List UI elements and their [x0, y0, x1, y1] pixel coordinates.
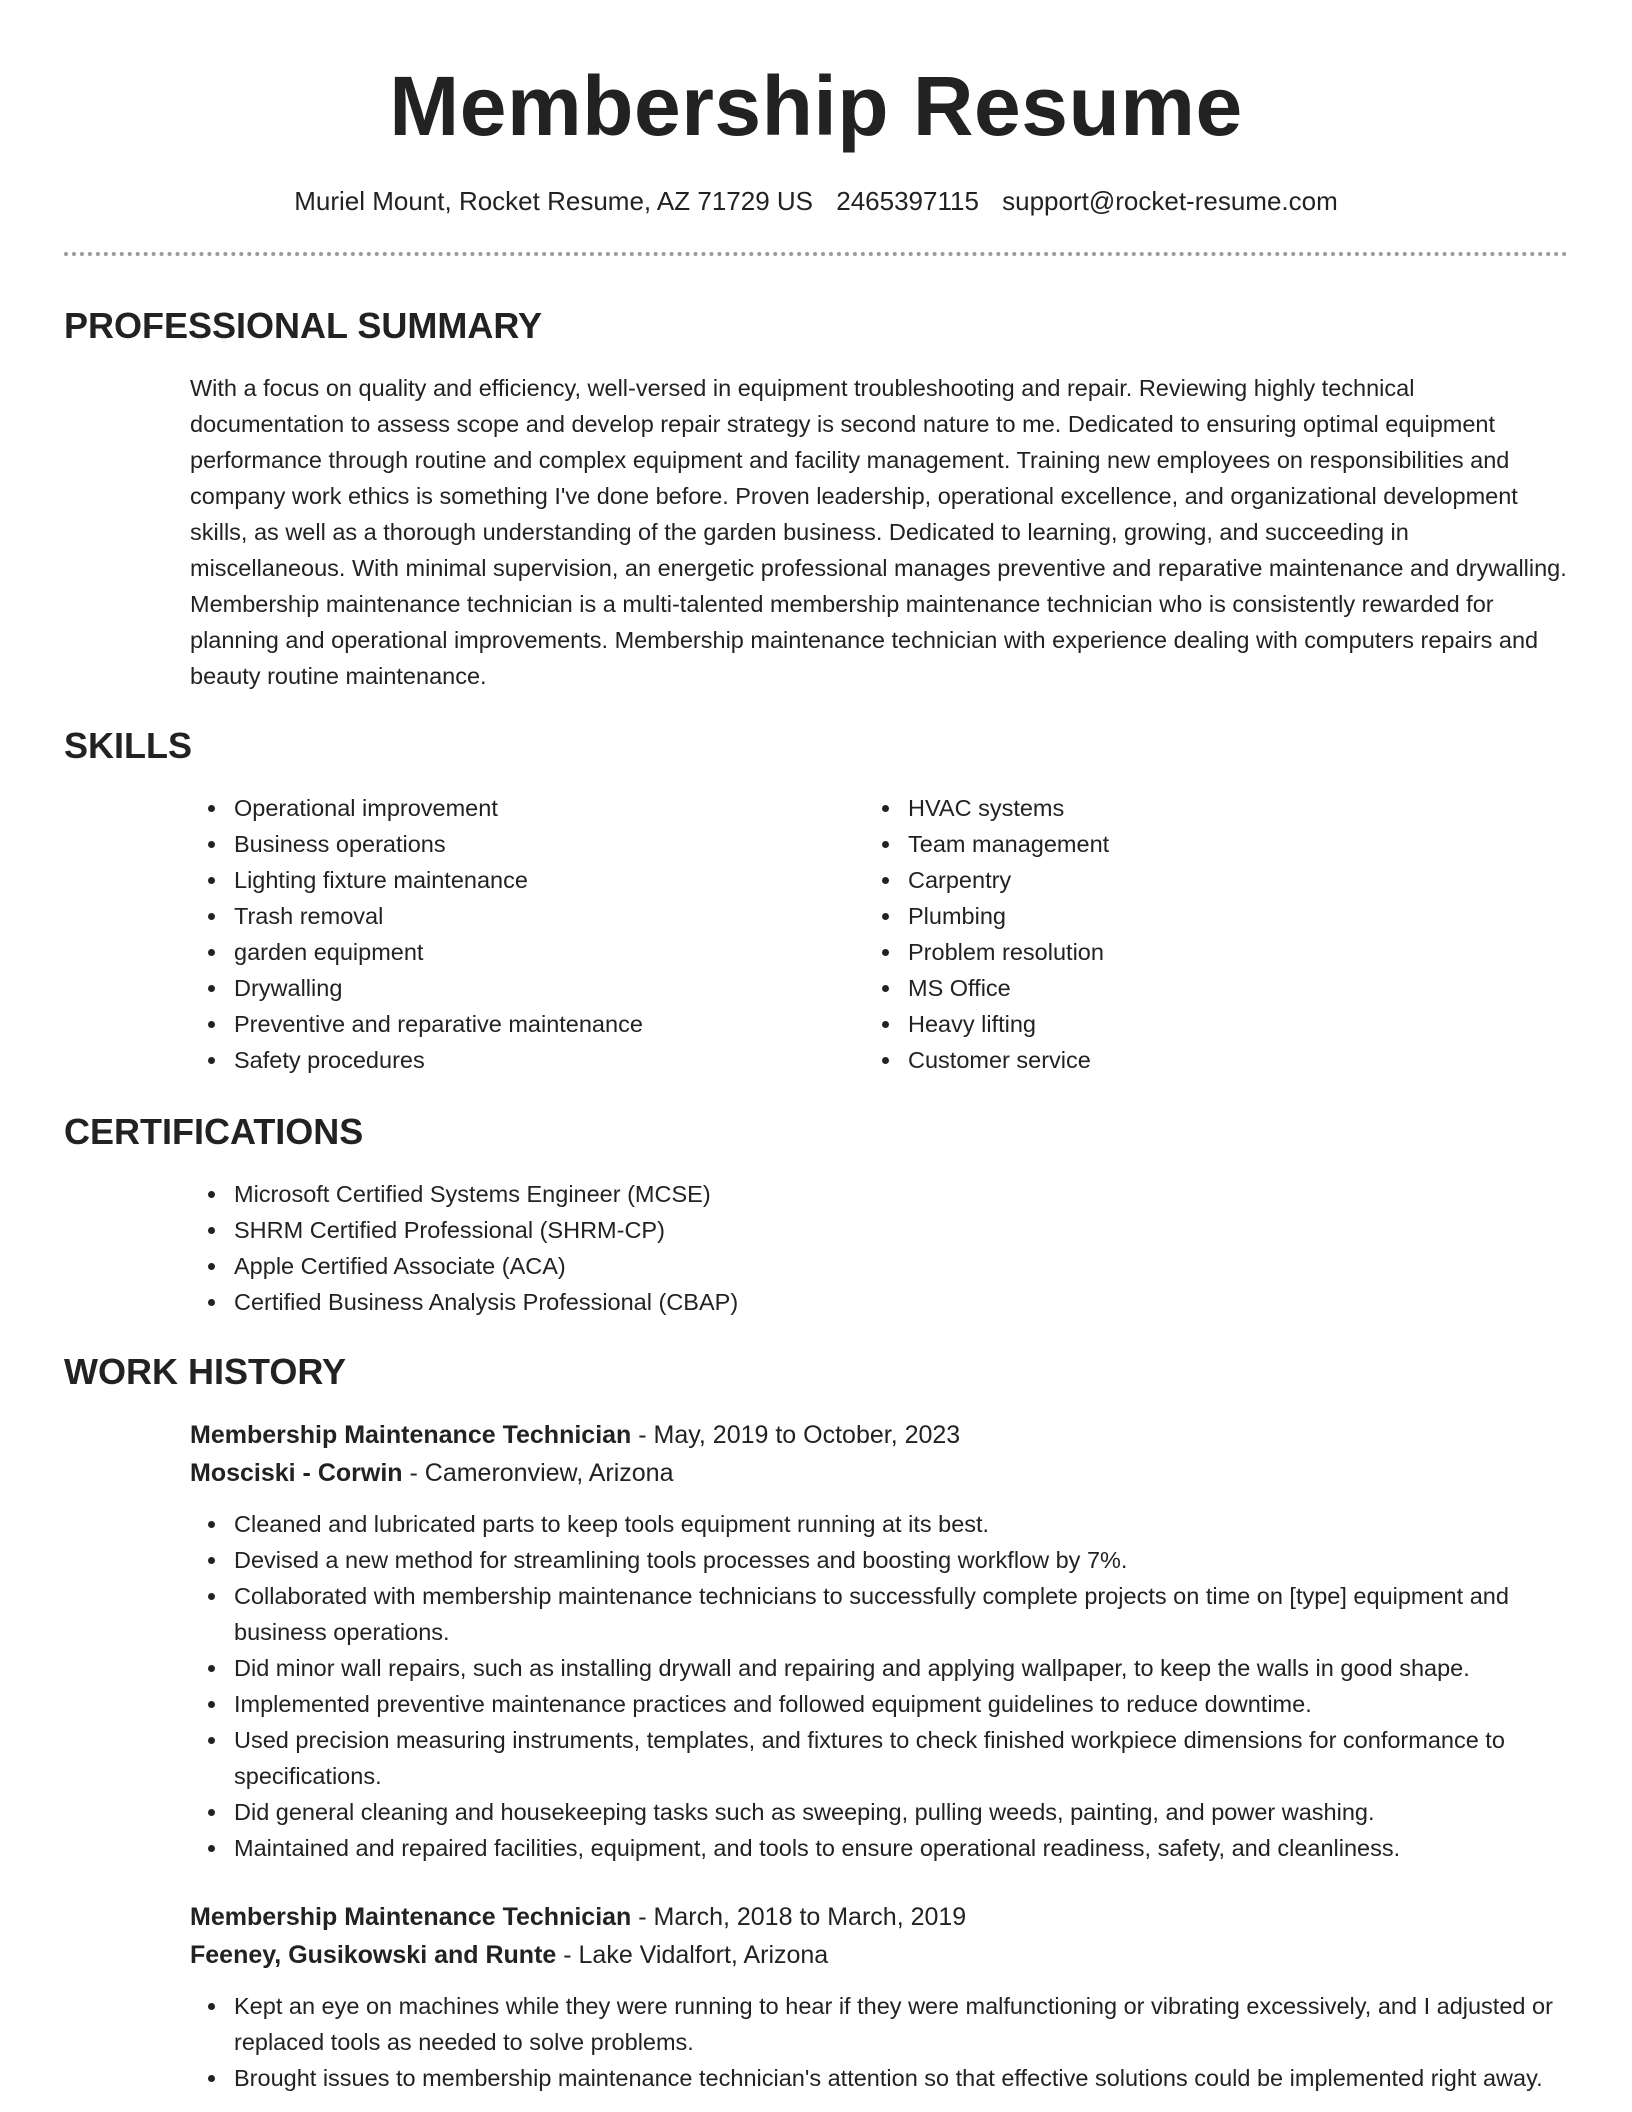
contact-email: support@rocket-resume.com — [1002, 186, 1338, 216]
summary-text: With a focus on quality and efficiency, well-versed in equipment troubleshooting and repair. Reviewing highly technical documentation to assess scope and develop repair strategy is second nature to me. Dedicated to ensuring optimal equipment performance through routine and complex equipment and facility management. Training new employees on responsibilities and company work ethics is something I've done before. Proven leadership, operational excellence, and organizational development skills, as well as a thorough understanding of the garden business. Dedicated to learning, growing, and succeeding in miscellaneous. With minimal supervision, an energetic professional manages preventive and reparative maintenance and drywalling. Membership maintenance technician is a multi-talented membership maintenance technician who is consistently rewarded for planning and operational improvements. Membership maintenance technician with experience dealing with computers repairs and beauty routine maintenance. — [190, 375, 1567, 689]
certifications-list — [64, 1176, 1568, 1320]
job-dates: - March, 2018 to March, 2019 — [631, 1903, 967, 1931]
job-bullets — [64, 1988, 1568, 2096]
skill-item: Preventive and reparative maintenance — [234, 1006, 808, 1042]
page-title: Membership Resume — [389, 59, 1243, 153]
certifications-heading: CERTIFICATIONS — [64, 1111, 364, 1152]
job-bullet: Cleaned and lubricated parts to keep tools equipment running at its best. — [234, 1506, 1568, 1542]
skills-grid — [64, 790, 1568, 1078]
skill-item: Heavy lifting — [908, 1006, 1418, 1042]
job-company: Mosciski - Corwin — [190, 1459, 403, 1487]
job-bullet: Implemented preventive maintenance practices and followed equipment guidelines to reduce downtime. — [234, 1686, 1568, 1722]
skill-item: HVAC systems — [908, 790, 1418, 826]
certification-item: SHRM Certified Professional (SHRM-CP) — [234, 1212, 1568, 1248]
job-bullet: Did general cleaning and housekeeping tasks such as sweeping, pulling weeds, painting, and power washing. — [234, 1794, 1568, 1830]
skill-item: Business operations — [234, 826, 808, 862]
certification-item: Certified Business Analysis Professional (CBAP) — [234, 1284, 1568, 1320]
skill-item: Plumbing — [908, 898, 1418, 934]
skill-item: Safety procedures — [234, 1042, 808, 1078]
skill-item: Team management — [908, 826, 1418, 862]
job-bullet: Used precision measuring instruments, templates, and fixtures to check finished workpiece dimensions for conformance to specifications. — [234, 1722, 1568, 1794]
job-title-line — [190, 1898, 1568, 1936]
skills-column-left — [64, 790, 808, 1078]
job-bullet: Kept an eye on machines while they were running to hear if they were malfunctioning or vibrating excessively, and I adjusted or replaced tools as needed to solve problems. — [234, 1988, 1568, 2060]
job-bullet: Devised a new method for streamlining tools processes and boosting workflow by 7%. — [234, 1542, 1568, 1578]
job-company-line — [190, 1454, 1568, 1492]
summary-heading: PROFESSIONAL SUMMARY — [64, 305, 543, 346]
certification-item: Microsoft Certified Systems Engineer (MCSE) — [234, 1176, 1568, 1212]
job-bullet: Brought issues to membership maintenance technician's attention so that effective solutions could be implemented right away. — [234, 2060, 1568, 2096]
job-dates: - May, 2019 to October, 2023 — [631, 1421, 961, 1449]
work-history-heading: WORK HISTORY — [64, 1351, 347, 1392]
skill-item: Lighting fixture maintenance — [234, 862, 808, 898]
contact-info — [64, 184, 1568, 218]
job-location: - Cameronview, Arizona — [402, 1459, 674, 1487]
job-entry — [190, 1416, 1568, 1866]
contact-address: Muriel Mount, Rocket Resume, AZ 71729 US — [294, 186, 813, 216]
job-title: Membership Maintenance Technician — [190, 1421, 632, 1449]
skills-column-right — [738, 790, 1418, 1078]
job-bullet: Did minor wall repairs, such as installing drywall and repairing and applying wallpaper, to keep the walls in good shape. — [234, 1650, 1568, 1686]
skill-item: garden equipment — [234, 934, 808, 970]
certification-item: Apple Certified Associate (ACA) — [234, 1248, 1568, 1284]
job-company-line — [190, 1936, 1568, 1974]
skill-item: Problem resolution — [908, 934, 1418, 970]
skill-item: Operational improvement — [234, 790, 808, 826]
skill-item: Customer service — [908, 1042, 1418, 1078]
skill-item: Drywalling — [234, 970, 808, 1006]
job-bullet: Collaborated with membership maintenance technicians to successfully complete projects on time on [type] equipment and business operations. — [234, 1578, 1568, 1650]
job-title-line — [190, 1416, 1568, 1454]
skill-item: Carpentry — [908, 862, 1418, 898]
job-bullet: Maintained and repaired facilities, equipment, and tools to ensure operational readiness, safety, and cleanliness. — [234, 1830, 1568, 1866]
job-bullets — [64, 1506, 1568, 1866]
skill-item: Trash removal — [234, 898, 808, 934]
job-company: Feeney, Gusikowski and Runte — [190, 1941, 557, 1969]
job-location: - Lake Vidalfort, Arizona — [556, 1941, 829, 1969]
header-divider — [64, 252, 1568, 256]
skills-heading: SKILLS — [64, 725, 193, 766]
resume-page — [64, 0, 1568, 2096]
skill-item: MS Office — [908, 970, 1418, 1006]
job-entry — [190, 1898, 1568, 2096]
contact-phone: 2465397115 — [836, 186, 979, 216]
job-title: Membership Maintenance Technician — [190, 1903, 632, 1931]
